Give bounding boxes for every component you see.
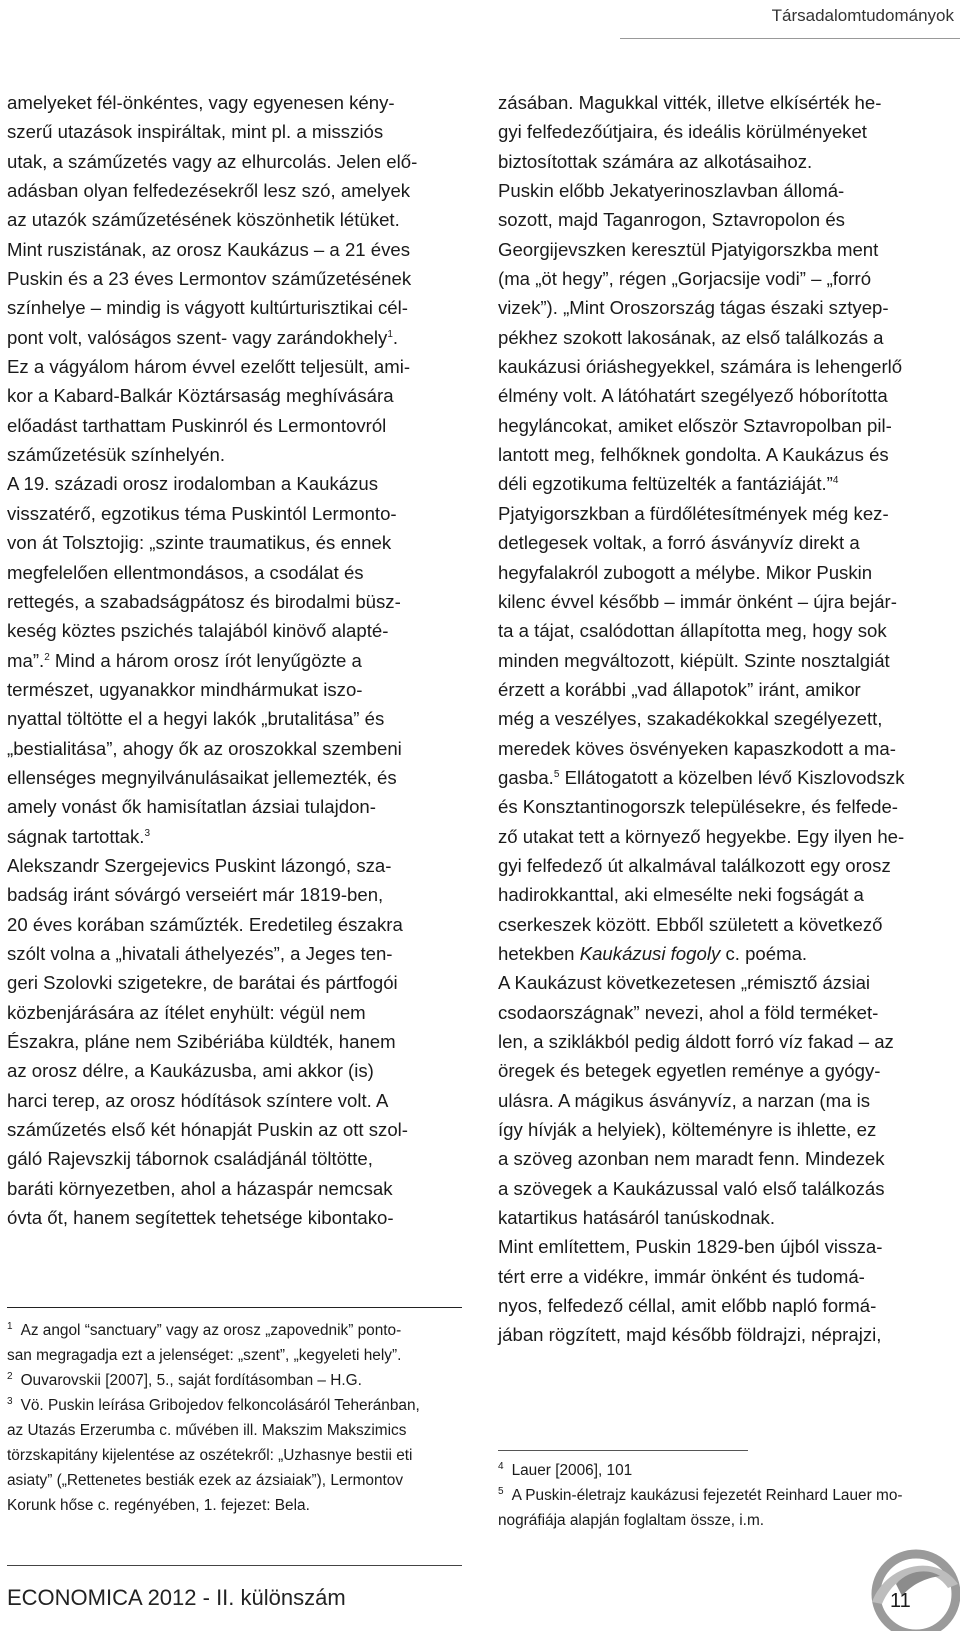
footnote-line xyxy=(498,1458,960,1483)
text-line: pont volt, valóságos szent- vagy zarándokhely$^1$. xyxy=(7,326,399,348)
right-column xyxy=(498,88,953,1350)
text-line: így hívják a helyiek), költeményre is ihlette, ez xyxy=(498,1119,877,1141)
footnote-marker[interactable]: 4 xyxy=(832,475,839,487)
paragraph xyxy=(498,88,953,1350)
footnote-line: az Utazás Erzerumba c. művében ill. Makszim Makszimics xyxy=(7,1422,407,1439)
text-line: Mint ruszistának, az orosz Kaukázus – a 21 éves xyxy=(7,238,411,260)
text-line: 20 éves korában száműzték. Eredetileg északra xyxy=(7,913,403,935)
text-line xyxy=(7,822,462,851)
text-line: megfelelően ellentmondásos, a csodálat és xyxy=(7,561,364,583)
text-line: természet, ugyanakkor mindhármukat iszo- xyxy=(7,678,363,700)
text-line: „bestialitása”, ahogy ők az oroszokkal szembeni xyxy=(7,737,402,759)
text-line: Alekszandr Szergejevics Puskint lázongó, sza- xyxy=(7,854,392,876)
footnotes-right xyxy=(498,1458,960,1533)
text-line: érzett a korábbi „vad állapotok” iránt, amikor xyxy=(498,678,861,700)
footnote-line xyxy=(7,1318,462,1343)
footnotes-left xyxy=(7,1318,462,1518)
section-title: Társadalomtudományok xyxy=(771,6,954,25)
footnote-line: Korunk hőse c. regényében, 1. fejezet: Bela. xyxy=(7,1497,310,1514)
journal-logo-icon xyxy=(866,1544,960,1631)
text-line: vizek”). „Mint Oroszország tágas északi sztyep- xyxy=(498,297,889,319)
text-line: előadást tarthattam Puskinról és Lermontovról xyxy=(7,414,387,436)
text-segment: hetekben xyxy=(498,942,575,964)
footnote-text: Az angol “sanctuary” vagy az orosz „zapovednik” ponto- xyxy=(20,1322,402,1339)
text-line: óvta őt, hanem segítettek tehetsége kibontako- xyxy=(7,1207,394,1229)
text-line: az utazók száműzetésének köszönhetik létüket. xyxy=(7,209,400,231)
text-line: biztosítottak számára az alkotásaihoz. xyxy=(498,150,813,172)
footnote-line xyxy=(7,1393,462,1418)
text-line: öregek és betegek egyetlen reménye a gyógy- xyxy=(498,1060,881,1082)
text-line: nyos, felfedező céllal, amit előbb napló formá- xyxy=(498,1295,877,1317)
left-column xyxy=(7,88,462,1232)
footnote-marker[interactable]: 3 xyxy=(144,827,151,839)
text-segment: ságnak tartottak. xyxy=(7,825,145,847)
text-line: még a veszélyes, szakadékokkal szegélyezett, xyxy=(498,708,883,730)
text-line: Puskin előbb Jekatyerinoszlavban állomá- xyxy=(498,180,845,202)
text-line: von át Tolsztojig: „szinte traumatikus, és ennek xyxy=(7,532,392,554)
text-line: keség köztes pszichés talajából kinövő alapté- xyxy=(7,620,389,642)
footnote-line: san megragadja ezt a jelenséget: „szent”, „kegyeleti hely”. xyxy=(7,1347,402,1364)
text-line: zásában. Magukkal vitték, illetve elkísérték he- xyxy=(498,92,882,113)
text-line: kor a Kabard-Balkár Köztársaság meghívására xyxy=(7,385,394,407)
text-line: élmény volt. A látóhatárt szegélyező hóborította xyxy=(498,385,888,407)
text-line: A Kaukázust következetesen „rémisztő ázsiai xyxy=(498,972,871,994)
text-segment: déli egzotikuma feltüzelték a fantáziáját.” xyxy=(498,473,833,495)
text-line: adásban olyan felfedezésekről lesz szó, amelyek xyxy=(7,180,411,202)
footnote-number: 2 xyxy=(7,1370,13,1382)
footnote-number: 4 xyxy=(498,1460,504,1472)
text-line: harci terep, az orosz hódítások színtere volt. A xyxy=(7,1089,389,1111)
text-line xyxy=(498,939,953,968)
text-line: közbenjárására az ítélet enyhült: végül nem xyxy=(7,1001,366,1023)
footnote-marker[interactable]: 1 xyxy=(387,328,393,340)
work-title: Kaukázusi fogoly xyxy=(579,942,721,964)
text-segment: gasba. xyxy=(498,766,554,788)
text-segment: Mind a három orosz írót lenyűgözte a xyxy=(54,649,362,671)
footnote-line: asiaty” („Rettenetes bestiák ezek az ázsiaiak”), Lermontov xyxy=(7,1472,404,1489)
footnote-text: Lauer [2006], 101 xyxy=(511,1462,633,1479)
text-line: pékhez szokott lakosának, az első találkozás a xyxy=(498,326,884,348)
text-line: csodaországnak” nevezi, ahol a föld terméket- xyxy=(498,1001,879,1023)
text-line: utak, a száműzetés vagy az elhurcolás. Jelen elő- xyxy=(7,150,418,172)
text-line xyxy=(7,646,462,675)
running-header xyxy=(620,0,960,39)
text-line: ellenséges megnyilvánulásaikat jellemezték, és xyxy=(7,766,397,788)
text-line: hadirokkanttal, aki elmesélte neki fogságát a xyxy=(498,884,864,906)
footnote-text: A Puskin-életrajz kaukázusi fejezetét Reinhard Lauer mo- xyxy=(511,1487,903,1504)
text-line: detlegesek voltak, a forró ásványvíz direkt a xyxy=(498,532,860,554)
text-line: visszatérő, egzotikus téma Puskintól Lermonto- xyxy=(7,502,397,524)
text-line: Pjatyigorszkban a fürdőlétesítmények még kez- xyxy=(498,502,889,524)
text-segment: Ellátogatott a közelben lévő Kiszlovodszk xyxy=(564,766,905,788)
text-segment: c. poéma. xyxy=(725,942,808,964)
footer-divider xyxy=(7,1565,462,1566)
text-line: jában rögzített, majd később földrajzi, néprajzi, xyxy=(498,1324,882,1346)
footnote-marker[interactable]: 2 xyxy=(44,651,50,663)
footnote-line xyxy=(498,1483,960,1508)
text-line xyxy=(498,469,953,498)
text-segment: ma”. xyxy=(7,649,45,671)
text-line: hegyfalakról zubogott a mélybe. Mikor Puskin xyxy=(498,561,873,583)
text-line: badság iránt sóvárgó verseiért már 1819-ben, xyxy=(7,884,384,906)
text-line: katartikus hatásáról tanúskodnak. xyxy=(498,1207,775,1229)
text-line: amelyeket fél-önkéntes, vagy egyenesen kény- xyxy=(7,92,395,113)
text-line: len, a sziklákból pedig áldott forró víz fakad – az xyxy=(498,1031,894,1052)
text-line: hegyláncokat, amiket először Sztavropolban pil- xyxy=(498,414,892,436)
text-line: ző utakat tett a környező hegyekbe. Egy ilyen he- xyxy=(498,825,905,847)
footnote-line: törzskapitány kijelentése az oszétekről: „Uzhasnye bestii eti xyxy=(7,1447,413,1464)
text-line: szerű utazások inspiráltak, mint pl. a missziós xyxy=(7,121,384,143)
text-line: lantott meg, felhőknek gondolta. A Kaukázus és xyxy=(498,444,889,466)
text-line: geri Szolovki szigetekre, de barátai és pártfogói xyxy=(7,972,398,994)
text-line: rettegés, a szabadságpátosz és birodalmi büsz- xyxy=(7,590,401,612)
footnote-divider xyxy=(498,1450,748,1451)
page-number: 11 xyxy=(890,1590,911,1612)
text-line: szólt volna a „hivatali áthelyezés”, a Jeges ten- xyxy=(7,942,393,964)
text-line: gáló Rajevszkij tábornok családjánál töltötte, xyxy=(7,1148,373,1170)
footnote-number: 1 xyxy=(7,1320,13,1332)
journal-title: ECONOMICA 2012 - II. különszám xyxy=(7,1585,346,1610)
text-line: színhelye – mindig is vágyott kultúrturisztikai cél- xyxy=(7,297,408,319)
text-line: a szövegek a Kaukázussal való első találkozás xyxy=(498,1177,885,1199)
text-line: tért erre a vidékre, immár önként és tudomá- xyxy=(498,1265,865,1287)
footnote-text: Ouvarovskii [2007], 5., saját fordításomban – H.G. xyxy=(20,1372,362,1389)
footnote-text: Vö. Puskin leírása Gribojedov felkoncolásáról Teheránban, xyxy=(20,1397,420,1414)
text-line: nyattal töltötte el a hegyi lakók „brutalitása” és xyxy=(7,708,385,730)
footnote-line: nográfiája alapján foglaltam össze, i.m. xyxy=(498,1512,765,1529)
text-line: Északra, pláne nem Szibériába küldték, hanem xyxy=(7,1031,396,1052)
text-line: Georgijevszken keresztül Pjatyigorszkba ment xyxy=(498,238,879,260)
text-line: cserkeszek között. Ebből született a következő xyxy=(498,913,883,935)
text-line: minden megváltozott, kiépült. Szinte nosztalgiát xyxy=(498,649,890,671)
text-line: az orosz délre, a Kaukázusba, ami akkor (is) xyxy=(7,1060,374,1082)
footnote-number: 5 xyxy=(498,1485,504,1497)
paragraph xyxy=(7,88,462,1232)
footnote-number: 3 xyxy=(7,1395,13,1407)
text-line: baráti környezetben, ahol a házaspár nemcsak xyxy=(7,1177,393,1199)
text-line: A 19. századi orosz irodalomban a Kaukázus xyxy=(7,473,379,495)
text-segment: pont volt, valóságos szent- vagy zarándokhely xyxy=(7,326,388,348)
footnote-marker[interactable]: 5 xyxy=(553,768,560,780)
text-line: a szöveg azonban nem maradt fenn. Mindezek xyxy=(498,1148,885,1170)
text-line: Ez a vágyálom három évvel ezelőtt teljesült, ami- xyxy=(7,356,411,378)
text-line: amely vonást ők hamisítatlan ázsiai tulajdon- xyxy=(7,796,376,818)
text-line: ta a tájat, csalódottan állapította meg, hogy sok xyxy=(498,620,887,642)
text-line: gyi felfedező út alkalmával találkozott egy orosz xyxy=(498,854,891,876)
text-line: Puskin és a 23 éves Lermontov száműzetésének xyxy=(7,268,412,290)
text-line: száműzetés első két hónapját Puskin az ott szol- xyxy=(7,1119,409,1141)
text-line: kilenc évvel később – immár önként – újra bejár- xyxy=(498,590,897,612)
text-line: (ma „öt hegy”, régen „Gorjacsije vodi” – „forró xyxy=(498,268,872,290)
text-line: gyi felfedezőútjaira, és ideális körülményeket xyxy=(498,121,867,143)
text-line xyxy=(498,763,953,792)
footnote-line xyxy=(7,1368,462,1393)
footnote-divider xyxy=(7,1307,462,1308)
text-line: száműzetésük színhelyén. xyxy=(7,444,226,466)
text-line: Mint említettem, Puskin 1829-ben újból vissza- xyxy=(498,1236,883,1258)
text-line: és Konsztantinogorszk településekre, és felfede- xyxy=(498,796,898,818)
text-line: kaukázusi óriáshegyekkel, számára is lehengerlő xyxy=(498,356,903,378)
text-line: ulásra. A mágikus ásványvíz, a narzan (ma is xyxy=(498,1089,871,1111)
text-line: meredek köves ösvényeken kapaszkodott a ma- xyxy=(498,737,896,759)
text-line: sozott, majd Taganrogon, Sztavropolon és xyxy=(498,209,845,231)
